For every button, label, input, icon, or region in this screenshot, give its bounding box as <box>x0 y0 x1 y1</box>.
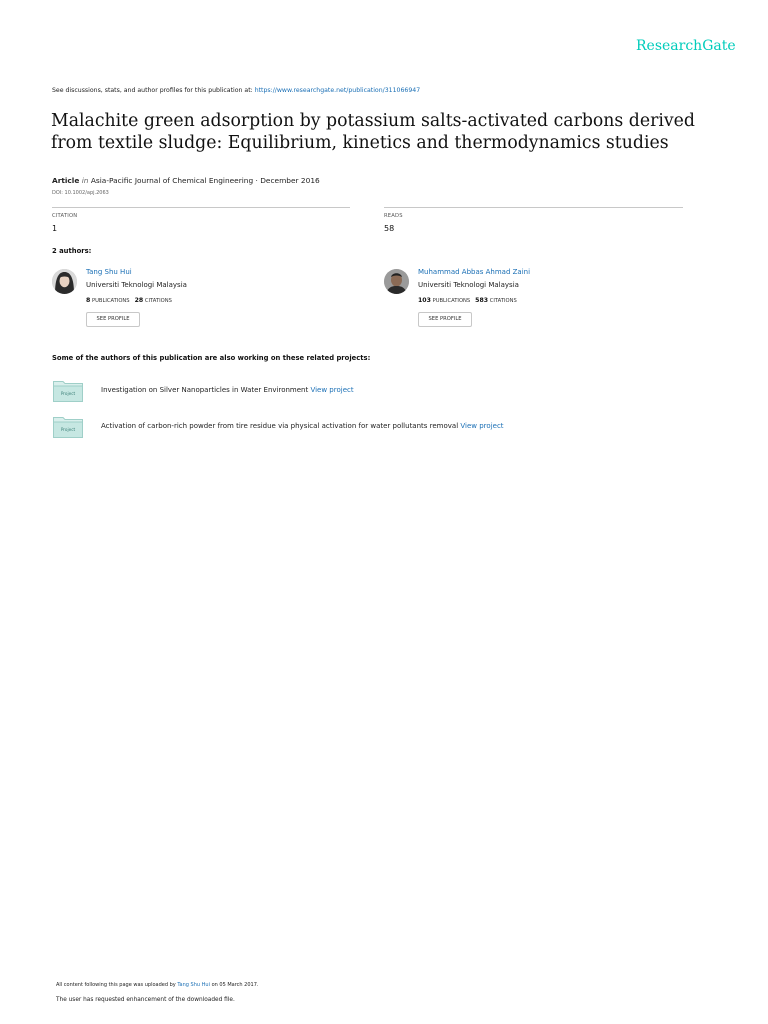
author-name[interactable]: Tang Shu Hui <box>86 268 132 276</box>
doi: DOI: 10.1002/apj.2063 <box>52 190 109 196</box>
upload-suffix: on 05 March 2017. <box>209 982 259 988</box>
project-item <box>52 416 692 440</box>
reads-value: 58 <box>384 224 395 233</box>
divider-right <box>384 207 683 208</box>
author-institution: Universiti Teknologi Malaysia <box>418 281 519 289</box>
reads-label: READS <box>384 213 403 219</box>
publications-label: PUBLICATIONS <box>432 298 471 304</box>
article-meta <box>52 176 320 185</box>
citations-count: 583 <box>475 297 489 304</box>
related-projects-heading: Some of the authors of this publication are also working on these related projects: <box>52 354 371 362</box>
divider-left <box>52 207 350 208</box>
author-stats <box>418 297 517 304</box>
avatar[interactable] <box>52 269 77 294</box>
citation-label: CITATION <box>52 213 78 219</box>
article-title: Malachite green adsorption by potassium salts-activated carbons derived from textile sludge: Equilibrium, kinetics and thermodynamics studies <box>51 111 695 153</box>
folder-label: Project <box>60 391 76 396</box>
enhancement-note: The user has requested enhancement of the downloaded file. <box>56 997 235 1003</box>
authors-heading: 2 authors: <box>52 247 92 255</box>
article-type: Article <box>52 176 80 185</box>
publications-count: 8 <box>86 297 91 304</box>
project-folder-icon <box>53 416 83 438</box>
journal-date: Asia-Pacific Journal of Chemical Engineering · December 2016 <box>90 176 320 185</box>
project-line <box>101 386 354 394</box>
citation-value: 1 <box>52 224 58 233</box>
in-word: in <box>81 176 89 185</box>
discussions-text: See discussions, stats, and author profiles for this publication at: <box>52 87 255 94</box>
author-name[interactable]: Muhammad Abbas Ahmad Zaini <box>418 268 531 276</box>
discussions-line <box>52 87 420 94</box>
view-project-link[interactable]: View project <box>310 386 354 394</box>
author-card <box>52 268 352 332</box>
citations-count: 28 <box>134 297 144 304</box>
folder-label: Project <box>60 427 76 432</box>
publication-url-link[interactable]: https://www.researchgate.net/publication/311066947 <box>254 87 421 94</box>
author-card <box>384 268 684 332</box>
author-stats <box>86 297 172 304</box>
project-folder-icon <box>53 380 83 402</box>
view-project-link[interactable]: View project <box>460 422 504 430</box>
project-item <box>52 380 692 404</box>
publications-count: 103 <box>418 297 431 304</box>
upload-prefix: All content following this page was uploaded by <box>56 982 178 988</box>
avatar[interactable] <box>384 269 409 294</box>
citations-label: CITATIONS <box>144 298 172 304</box>
publications-label: PUBLICATIONS <box>91 298 130 304</box>
project-title: Investigation on Silver Nanoparticles in Water Environment <box>101 386 309 394</box>
author-institution: Universiti Teknologi Malaysia <box>86 281 187 289</box>
project-title: Activation of carbon-rich powder from tire residue via physical activation for water pollutants removal <box>101 422 459 430</box>
citations-label: CITATIONS <box>489 298 517 304</box>
project-line <box>101 422 504 430</box>
researchgate-logo[interactable]: ResearchGate <box>636 38 736 54</box>
see-profile-button[interactable]: SEE PROFILE <box>86 312 140 327</box>
uploader-link[interactable]: Tang Shu Hui <box>177 982 210 988</box>
upload-note <box>56 982 259 988</box>
see-profile-button[interactable]: SEE PROFILE <box>418 312 472 327</box>
